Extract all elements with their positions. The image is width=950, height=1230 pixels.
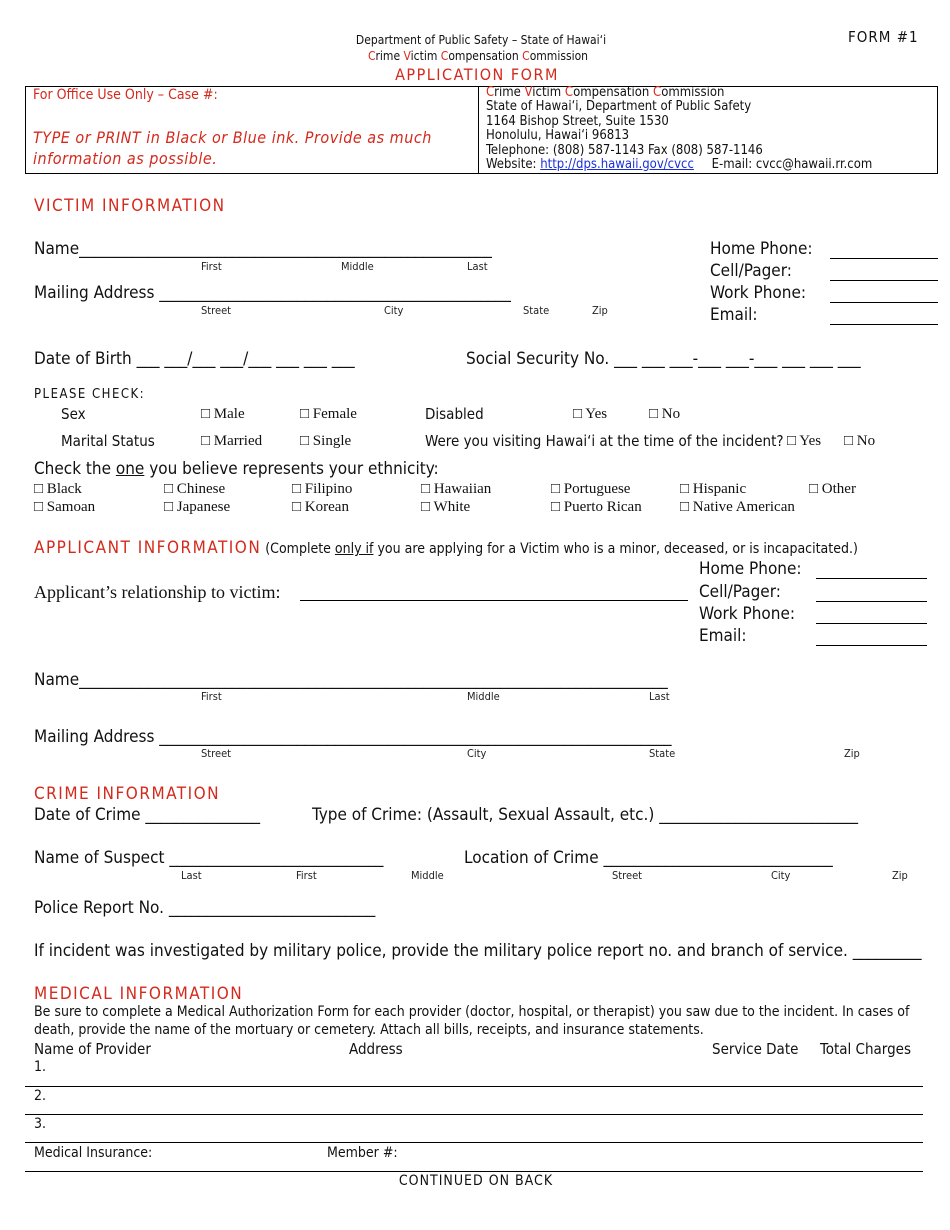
provider-row-1-input[interactable] xyxy=(25,1086,923,1087)
sub-first: First xyxy=(296,869,317,882)
sub-zip: Zip xyxy=(892,869,908,882)
ink-instructions-2: information as possible. xyxy=(33,149,218,168)
applicant-email-label: Email: xyxy=(699,626,747,646)
victim-work-phone-input[interactable] xyxy=(830,302,938,303)
medical-heading: MEDICAL INFORMATION xyxy=(34,984,244,1004)
col-provider: Name of Provider xyxy=(34,1040,151,1058)
insurance-row-input[interactable] xyxy=(25,1171,923,1172)
office-use-label: For Office Use Only – Case #: xyxy=(33,87,218,103)
victim-email-input[interactable] xyxy=(830,324,938,325)
ethnicity-hispanic[interactable]: □ Hispanic xyxy=(680,481,747,497)
sub-city: City xyxy=(384,304,404,317)
sub-last: Last xyxy=(181,869,202,882)
sub-city: City xyxy=(771,869,791,882)
ethnicity-other[interactable]: □ Other xyxy=(809,481,856,497)
ethnicity-korean[interactable]: □ Korean xyxy=(292,499,349,515)
disabled-yes-checkbox[interactable]: □ Yes xyxy=(573,406,608,422)
victim-heading: VICTIM INFORMATION xyxy=(34,196,226,216)
applicant-work-phone-label: Work Phone: xyxy=(699,604,796,624)
marital-single-checkbox[interactable]: □ Single xyxy=(300,433,352,449)
col-service-date: Service Date xyxy=(712,1040,799,1058)
applicant-home-phone-input[interactable] xyxy=(816,578,927,579)
sub-middle: Middle xyxy=(411,869,444,882)
applicant-note: (Complete only if you are applying for a Victim who is a minor, deceased, or is incapacitated.) xyxy=(261,541,858,557)
provider-row-3-label: 3. xyxy=(34,1116,47,1132)
provider-row-3-input[interactable] xyxy=(25,1142,923,1143)
col-total-charges: Total Charges xyxy=(820,1040,911,1058)
sex-male-checkbox[interactable]: □ Male xyxy=(201,406,245,422)
disabled-no-checkbox[interactable]: □ No xyxy=(649,406,681,422)
applicant-cell-label: Cell/Pager: xyxy=(699,582,781,602)
ethnicity-white[interactable]: □ White xyxy=(421,499,471,515)
crime-heading: CRIME INFORMATION xyxy=(34,784,221,804)
military-report-field[interactable]: If incident was investigated by military police, provide the military police report no. and branch of service. _________ xyxy=(34,941,922,961)
ethnicity-native-american[interactable]: □ Native American xyxy=(680,499,795,515)
sub-street: Street xyxy=(612,869,643,882)
ethnicity-hawaiian[interactable]: □ Hawaiian xyxy=(421,481,492,497)
sub-zip: Zip xyxy=(844,747,860,760)
victim-ssn-field[interactable]: Social Security No. ___ ___ ___-___ ___-___ ___ ___ ___ xyxy=(466,349,861,369)
visiting-label: Were you visiting Hawai‘i at the time of the incident? xyxy=(425,432,784,450)
medical-instructions-2: death, provide the name of the mortuary or cemetery. Attach all bills, receipts, and insurance statements. xyxy=(34,1022,704,1038)
victim-dob-field[interactable]: Date of Birth ___ ___/___ ___/___ ___ ___ ___ xyxy=(34,349,355,369)
address-web: Website: http://dps.hawaii.gov/cvcc E-mail: cvcc@hawaii.rr.com xyxy=(486,157,873,172)
col-address: Address xyxy=(349,1040,403,1058)
relationship-input[interactable] xyxy=(300,600,688,601)
ink-instructions-1: TYPE or PRINT in Black or Blue ink. Provide as much xyxy=(33,128,432,147)
applicant-mailing-field[interactable]: Mailing Address ___________________________________________________________________ xyxy=(34,727,672,747)
sex-female-checkbox[interactable]: □ Female xyxy=(300,406,357,422)
sub-city: City xyxy=(467,747,487,760)
crime-date-field[interactable]: Date of Crime _______________ xyxy=(34,805,261,825)
sub-middle: Middle xyxy=(341,260,374,273)
ethnicity-portuguese[interactable]: □ Portuguese xyxy=(551,481,631,497)
department-line: Department of Public Safety – State of Hawai‘i xyxy=(355,33,607,47)
victim-cell-input[interactable] xyxy=(830,280,938,281)
sub-first: First xyxy=(201,260,222,273)
ethnicity-chinese[interactable]: □ Chinese xyxy=(164,481,226,497)
sex-label: Sex xyxy=(61,405,86,423)
continued-on-back: CONTINUED ON BACK xyxy=(398,1173,554,1189)
sub-last: Last xyxy=(649,690,670,703)
sub-state: State xyxy=(523,304,550,317)
sub-street: Street xyxy=(201,747,232,760)
visiting-yes-checkbox[interactable]: □ Yes xyxy=(787,433,822,449)
ethnicity-japanese[interactable]: □ Japanese xyxy=(164,499,231,515)
victim-name-field[interactable]: Name______________________________________________________ xyxy=(34,239,492,259)
commission-line: Crime Victim Compensation Commission xyxy=(367,49,589,63)
applicant-heading: APPLICANT INFORMATION xyxy=(34,538,262,558)
website-link[interactable]: http://dps.hawaii.gov/cvcc xyxy=(540,157,694,172)
visiting-no-checkbox[interactable]: □ No xyxy=(844,433,876,449)
police-report-field[interactable]: Police Report No. ___________________________ xyxy=(34,898,376,918)
medical-instructions-1: Be sure to complete a Medical Authorization Form for each provider (doctor, hospital, or therapist) you saw due to the incident. In cases of xyxy=(34,1004,910,1020)
ethnicity-filipino[interactable]: □ Filipino xyxy=(292,481,353,497)
relationship-label: Applicant’s relationship to victim: xyxy=(34,582,281,602)
address-commission: Crime Victim Compensation Commission xyxy=(486,85,725,100)
address-phone: Telephone: (808) 587-1143 Fax (808) 587-1146 xyxy=(486,143,763,158)
victim-home-phone-input[interactable] xyxy=(830,258,938,259)
sub-zip: Zip xyxy=(592,304,608,317)
sub-middle: Middle xyxy=(467,690,500,703)
provider-row-2-label: 2. xyxy=(34,1088,47,1104)
address-street: 1164 Bishop Street, Suite 1530 xyxy=(486,114,669,129)
medical-insurance-label: Medical Insurance: xyxy=(34,1145,153,1161)
member-number-label: Member #: xyxy=(327,1145,398,1161)
address-state: State of Hawai‘i, Department of Public Safety xyxy=(486,99,752,114)
sub-first: First xyxy=(201,690,222,703)
ethnicity-samoan[interactable]: □ Samoan xyxy=(34,499,96,515)
marital-married-checkbox[interactable]: □ Married xyxy=(201,433,263,449)
victim-work-phone-label: Work Phone: xyxy=(710,283,807,303)
sub-street: Street xyxy=(201,304,232,317)
crime-location-field[interactable]: Location of Crime ______________________________ xyxy=(464,848,833,868)
office-box-divider xyxy=(478,86,479,173)
applicant-email-input[interactable] xyxy=(816,645,927,646)
applicant-cell-input[interactable] xyxy=(816,601,927,602)
form-number: FORM #1 xyxy=(848,28,919,46)
disabled-label: Disabled xyxy=(425,405,484,423)
ethnicity-puerto-rican[interactable]: □ Puerto Rican xyxy=(551,499,642,515)
sub-state: State xyxy=(649,747,676,760)
suspect-name-field[interactable]: Name of Suspect ____________________________ xyxy=(34,848,384,868)
provider-row-2-input[interactable] xyxy=(25,1114,923,1115)
victim-email-label: Email: xyxy=(710,305,758,325)
victim-cell-label: Cell/Pager: xyxy=(710,261,792,281)
address-email: E-mail: cvcc@hawaii.rr.com xyxy=(711,157,873,172)
ethnicity-label: Check the one you believe represents your ethnicity: xyxy=(34,459,439,479)
applicant-heading-row xyxy=(34,538,858,558)
applicant-home-phone-label: Home Phone: xyxy=(699,559,802,579)
victim-home-phone-label: Home Phone: xyxy=(710,239,813,259)
sub-last: Last xyxy=(467,260,488,273)
form-title: APPLICATION FORM xyxy=(395,65,559,84)
please-check-label: PLEASE CHECK: xyxy=(34,387,146,402)
provider-row-1-label: 1. xyxy=(34,1059,47,1075)
applicant-name-field[interactable]: Name_____________________________________________________________________________ xyxy=(34,670,668,690)
applicant-work-phone-input[interactable] xyxy=(816,623,927,624)
crime-type-field[interactable]: Type of Crime: (Assault, Sexual Assault, etc.) __________________________ xyxy=(312,805,858,825)
victim-mailing-field[interactable]: Mailing Address ______________________________________________ xyxy=(34,283,511,303)
marital-label: Marital Status xyxy=(61,432,155,450)
address-city: Honolulu, Hawai‘i 96813 xyxy=(486,128,630,143)
ethnicity-black[interactable]: □ Black xyxy=(34,481,82,497)
